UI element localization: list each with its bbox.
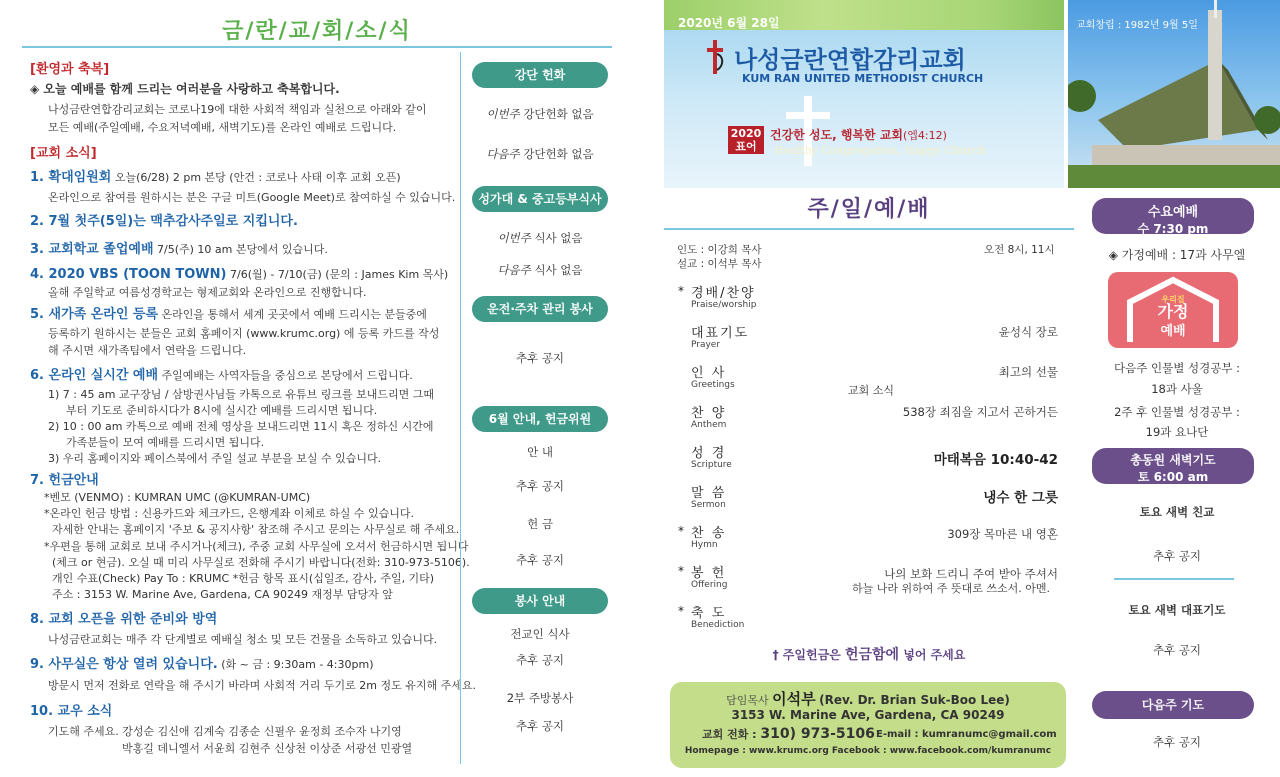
worship-item-label: 인 사 bbox=[691, 366, 727, 381]
news-item-text: 온라인을 통해서 세계 곳곳에서 예배 드리시는 분들중에 bbox=[161, 308, 427, 321]
news-item-text: 등록하기 원하시는 분들은 교회 홈페이지 (www.krumc.org) 에 등록 카드를 작성 bbox=[48, 327, 440, 340]
june-heading: 6월 안내, 헌금위원 bbox=[472, 406, 608, 432]
worship-item-label: 축 도 bbox=[691, 606, 727, 621]
motto-reference: (엡4:12) bbox=[903, 129, 947, 142]
altar-next-week: 강단헌화 없음 bbox=[523, 147, 594, 161]
phone-label: 교회 전화 : bbox=[702, 728, 757, 741]
meal-this-week: 식사 없음 bbox=[534, 231, 583, 245]
divider bbox=[1114, 578, 1234, 580]
news-title: 금/란/교/회/소/식 bbox=[222, 19, 412, 44]
news-item-text: 가족분들이 모여 예배를 드리시면 됩니다. bbox=[66, 436, 265, 449]
pastor-name-en: (Rev. Dr. Brian Suk-Boo Lee) bbox=[819, 693, 1010, 707]
church-web-links[interactable]: Homepage : www.krumc.org Facebook : www.facebook.com/kumranumc bbox=[684, 746, 1052, 756]
worship-item-english: Praise/worship bbox=[691, 300, 757, 310]
welcome-heading: [환영과 축복] bbox=[30, 62, 110, 77]
worship-preacher: 설교 : 이석부 목사 bbox=[677, 258, 762, 270]
parking-heading: 운전·주차 관리 봉사 bbox=[472, 296, 608, 322]
worship-item-english: Scripture bbox=[691, 460, 732, 470]
second-kitchen-value: 추후 공지 bbox=[515, 719, 565, 733]
news-item-text: 주일예배는 사역자들을 중심으로 본당에서 드립니다. bbox=[161, 369, 413, 382]
news-item-text: 개인 수표(Check) Pay To : KRUMC *헌금 항목 표시(십일조, 감사, 주일, 기타) bbox=[52, 572, 435, 585]
divider bbox=[22, 46, 612, 48]
week-label: 다음주 bbox=[486, 147, 520, 161]
worship-item-label: 대표기도 bbox=[691, 326, 750, 341]
worship-item-detail: 최고의 선물 bbox=[998, 365, 1058, 379]
next-week-prayer-heading: 다음주 기도 bbox=[1092, 691, 1254, 719]
worship-time: 오전 8시, 11시 bbox=[984, 244, 1055, 256]
altar-this-week: 강단헌화 없음 bbox=[523, 107, 594, 121]
news-item-text: 3) 우리 홈페이지와 페이스북에서 주일 설교 부분을 보실 수 있습니다. bbox=[48, 452, 382, 465]
church-email[interactable]: E-mail : kumranumc@gmail.com bbox=[876, 729, 1057, 740]
news-item-text: 자세한 안내는 홈페이지 '주보 & 공지사항' 참조해 주시고 문의는 사무실로 해 주세요. bbox=[52, 523, 460, 536]
bulletin-date: 2020년 6월 28일 bbox=[678, 16, 780, 30]
news-item-title: 2. 7월 첫주(5일)는 맥추감사주일로 지킵니다. bbox=[30, 214, 298, 229]
offering-note-emphasis: 헌금함에 bbox=[844, 647, 900, 663]
welcome-text: 나성금란연합감리교회는 코로나19에 대한 사회적 책임과 실천으로 아래와 같이 bbox=[48, 103, 427, 116]
worship-item-label: 찬 송 bbox=[691, 526, 727, 541]
home-logo-top: 우리집 bbox=[1161, 295, 1185, 304]
church-photo bbox=[1068, 0, 1280, 188]
divider bbox=[664, 228, 1074, 230]
worship-item-label: 성 경 bbox=[691, 446, 727, 461]
news-item-text: 7/5(주) 10 am 본당에서 있습니다. bbox=[157, 243, 328, 256]
welcome-line: ◈ 오늘 예배를 함께 드리는 여러분을 사랑하고 축복합니다. bbox=[30, 82, 340, 96]
service-heading: 봉사 안내 bbox=[472, 588, 608, 614]
worship-item-english: Offering bbox=[691, 580, 728, 590]
worship-item-detail: 309장 목마른 내 영혼 bbox=[947, 527, 1058, 541]
worship-title: 주/일/예/배 bbox=[807, 197, 931, 222]
news-item-title: 3. 교회학교 졸업예배 bbox=[30, 242, 154, 257]
worship-leader: 인도 : 이강희 목사 bbox=[677, 244, 762, 256]
kitchen-label: 전교인 식사 bbox=[510, 627, 570, 641]
worship-star: * bbox=[678, 604, 684, 618]
news-item-text: 기도해 주세요. 강성순 김신애 김계숙 김종순 신필우 윤정희 조수자 나기영 bbox=[48, 725, 402, 738]
news-item-text: 방문시 먼저 전화로 연락을 해 주시기 바라며 사회적 거리 두기로 2m 정도 유지해 주세요. bbox=[48, 679, 476, 692]
news-item-text: (체크 or 현금). 오실 때 미리 사무실로 전화해 주시기 바랍니다(전화: 310-973-5106). bbox=[52, 556, 470, 569]
worship-item-detail: 나의 보화 드리니 주여 받아 주셔서 bbox=[884, 567, 1058, 581]
worship-item-label: 봉 헌 bbox=[691, 566, 727, 581]
wednesday-service-heading bbox=[1092, 198, 1254, 234]
news-item-title: 7. 헌금안내 bbox=[30, 473, 99, 488]
worship-item-detail: 냉수 한 그릇 bbox=[983, 490, 1058, 506]
motto-year-sub: 표어 bbox=[735, 140, 757, 153]
news-item-text: 7/6(월) - 7/10(금) (문의 : James Kim 목사) bbox=[229, 268, 449, 281]
news-item-text: *우편을 통해 교회로 보내 주시거나(체크), 주중 교회 사무실에 오셔서 헌금하시면 됩니다 bbox=[44, 540, 469, 553]
news-item-title: 5. 새가족 온라인 등록 bbox=[30, 307, 159, 322]
offering-value: 추후 공지 bbox=[515, 553, 565, 567]
wednesday-service-time: 수 7:30 pm bbox=[1137, 222, 1209, 236]
news-heading: [교회 소식] bbox=[30, 146, 97, 161]
worship-item-label: 찬 양 bbox=[691, 406, 727, 421]
worship-item-detail: 538장 죄짐을 지고서 곤하거든 bbox=[902, 405, 1058, 419]
home-worship: ◈ 가정예배 : 17과 사무엘 bbox=[1108, 248, 1246, 262]
worship-item-english: Greetings bbox=[691, 380, 735, 390]
saturday-fellowship: 토요 새벽 친교 bbox=[1139, 505, 1215, 519]
second-kitchen-label: 2부 주방봉사 bbox=[506, 691, 574, 705]
news-item-text: *온라인 헌금 방법 : 신용카드와 체크카드, 은행계좌 이체로 하실 수 있습니다. bbox=[44, 507, 414, 520]
worship-item-detail: 윤성식 장로 bbox=[998, 325, 1058, 339]
worship-star: * bbox=[678, 524, 684, 538]
kitchen-value: 추후 공지 bbox=[515, 653, 565, 667]
banner bbox=[664, 0, 1064, 188]
church-name: 나성금란연합감리교회 bbox=[734, 46, 966, 74]
church-news-item: 교회 소식 bbox=[848, 384, 895, 397]
week-label: 이번주 bbox=[497, 231, 531, 245]
news-item-text: 오늘(6/28) 2 pm 본당 (안건 : 코로나 사태 이후 교회 오픈) bbox=[114, 171, 401, 184]
news-item-title: 9. 사무실은 항상 열려 있습니다. bbox=[30, 657, 218, 672]
pastor-label: 담임목사 bbox=[726, 694, 769, 707]
news-item-text: 1) 7 : 45 am 교구장님 / 삼방권사님들 카톡으로 유튜브 링크를 보내드리면 그때 bbox=[48, 388, 435, 401]
worship-item-english: Benediction bbox=[691, 620, 745, 630]
worship-item-english: Hymn bbox=[691, 540, 718, 550]
bible-study-next-topic: 18과 사울 bbox=[1151, 382, 1203, 396]
news-item-text: 해 주시면 새가족팀에서 연락을 드립니다. bbox=[48, 344, 247, 357]
news-item-title: 6. 온라인 실시간 예배 bbox=[30, 368, 159, 383]
motto: 건강한 성도, 행복한 교회 bbox=[770, 128, 904, 142]
saturday-fellowship-value: 추후 공지 bbox=[1152, 549, 1202, 563]
worship-item-label: 경배/찬양 bbox=[691, 286, 756, 301]
motto-badge bbox=[728, 126, 764, 154]
home-logo-main: 가정 bbox=[1157, 302, 1189, 321]
parking-value: 추후 공지 bbox=[515, 351, 565, 365]
news-item-text: (화 ~ 금 : 9:30am - 4:30pm) bbox=[221, 658, 374, 671]
guide-value: 추후 공지 bbox=[515, 479, 565, 493]
next-week-prayer-value: 추후 공지 bbox=[1152, 735, 1202, 749]
worship-star: * bbox=[678, 564, 684, 578]
worship-item-english: Anthem bbox=[691, 420, 727, 430]
meal-next-week: 식사 없음 bbox=[534, 263, 583, 277]
worship-item-english: Sermon bbox=[691, 500, 726, 510]
home-worship-logo bbox=[1108, 272, 1238, 348]
bible-study-later-topic: 19과 요나단 bbox=[1145, 425, 1209, 439]
news-item-text: 박홍길 데니엘서 서윤희 김현주 신상천 이상준 서광선 민광열 bbox=[122, 742, 413, 755]
offering-note: 넣어 주세요 bbox=[899, 648, 966, 662]
news-item-title: 10. 교우 소식 bbox=[30, 704, 113, 719]
methodist-cross-icon bbox=[704, 40, 726, 74]
contact-box bbox=[670, 682, 1066, 768]
worship-star: * bbox=[678, 284, 684, 298]
saturday-prayer: 토요 새벽 대표기도 bbox=[1128, 603, 1226, 617]
founding-date: 교회창립 : 1982년 9월 5일 bbox=[1076, 20, 1198, 31]
news-item-title: 4. 2020 VBS (TOON TOWN) bbox=[30, 267, 227, 282]
church-phone[interactable]: 310) 973-5106 bbox=[760, 726, 875, 742]
news-item-text: 주소 : 3153 W. Marine Ave, Gardena, CA 90249 재정부 담당자 앞 bbox=[52, 588, 393, 601]
altar-heading: 강단 헌화 bbox=[472, 62, 608, 88]
motto-year: 2020 bbox=[730, 127, 762, 140]
saturday-prayer-value: 추후 공지 bbox=[1152, 643, 1202, 657]
news-item-text: 2) 10 : 00 am 카톡으로 예배 전체 영상을 보내드리면 11시 혹은 정하신 시간에 bbox=[48, 420, 434, 433]
welcome-text: 모든 예배(주일예배, 수요저녁예배, 새벽기도)를 온라인 예배로 드립니다. bbox=[48, 121, 397, 134]
home-logo-sub: 예배 bbox=[1160, 324, 1186, 339]
news-item-text: 온라인으로 참여를 원하시는 분은 구글 미트(Google Meet)로 참여하실 수 있습니다. bbox=[48, 191, 456, 204]
bible-study-later: 2주 후 인물별 성경공부 : bbox=[1114, 405, 1240, 419]
worship-item-english: Prayer bbox=[691, 340, 721, 350]
pastor-name: 이석부 bbox=[772, 690, 816, 708]
worship-item-label: 말 씀 bbox=[691, 486, 727, 501]
offering-label: 헌 금 bbox=[527, 517, 553, 531]
news-item-text: 올해 주일학교 여름성경학교는 형제교회와 온라인으로 진행합니다. bbox=[48, 286, 367, 299]
news-item-title: 8. 교회 오픈을 위한 준비와 방역 bbox=[30, 612, 218, 627]
news-item-text: *벤모 (VENMO) : KUMRAN UMC (@KUMRAN-UMC) bbox=[44, 491, 311, 504]
news-item-title: 1. 확대임원회 bbox=[30, 170, 112, 185]
meal-heading: 성가대 & 중고등부식사 bbox=[472, 186, 608, 212]
dawn-prayer-heading bbox=[1092, 448, 1254, 484]
church-address: 3153 W. Marine Ave, Gardena, CA 90249 bbox=[731, 708, 1005, 722]
week-label: 이번주 bbox=[486, 107, 520, 121]
dawn-prayer-time: 토 6:00 am bbox=[1137, 470, 1209, 484]
offering-prayer: 하늘 나라 위하여 주 뜻대로 쓰소서. 아멘. bbox=[852, 582, 1050, 595]
motto-en: Healthy Congregation, Happy Church bbox=[774, 144, 986, 157]
cross-decoration bbox=[786, 112, 830, 119]
church-name-en: KUM RAN UNITED METHODIST CHURCH bbox=[742, 72, 984, 85]
offering-note: † 주일헌금은 bbox=[772, 648, 845, 662]
wednesday-service-title: 수요예배 bbox=[1147, 205, 1199, 220]
worship-item-detail: 마태복음 10:40-42 bbox=[933, 452, 1058, 468]
news-item-text: 부터 기도로 준비하시다가 8시에 실시간 예배를 드리시면 됩니다. bbox=[66, 404, 378, 417]
week-label: 다음주 bbox=[497, 263, 531, 277]
guide-label: 안 내 bbox=[527, 445, 553, 459]
bible-study-next: 다음주 인물별 성경공부 : bbox=[1114, 361, 1240, 375]
news-item-text: 나성금란교회는 매주 각 단계별로 예배실 청소 및 모든 건물을 소독하고 있습니다. bbox=[48, 633, 438, 646]
dawn-prayer-title: 총동원 새벽기도 bbox=[1130, 453, 1216, 467]
